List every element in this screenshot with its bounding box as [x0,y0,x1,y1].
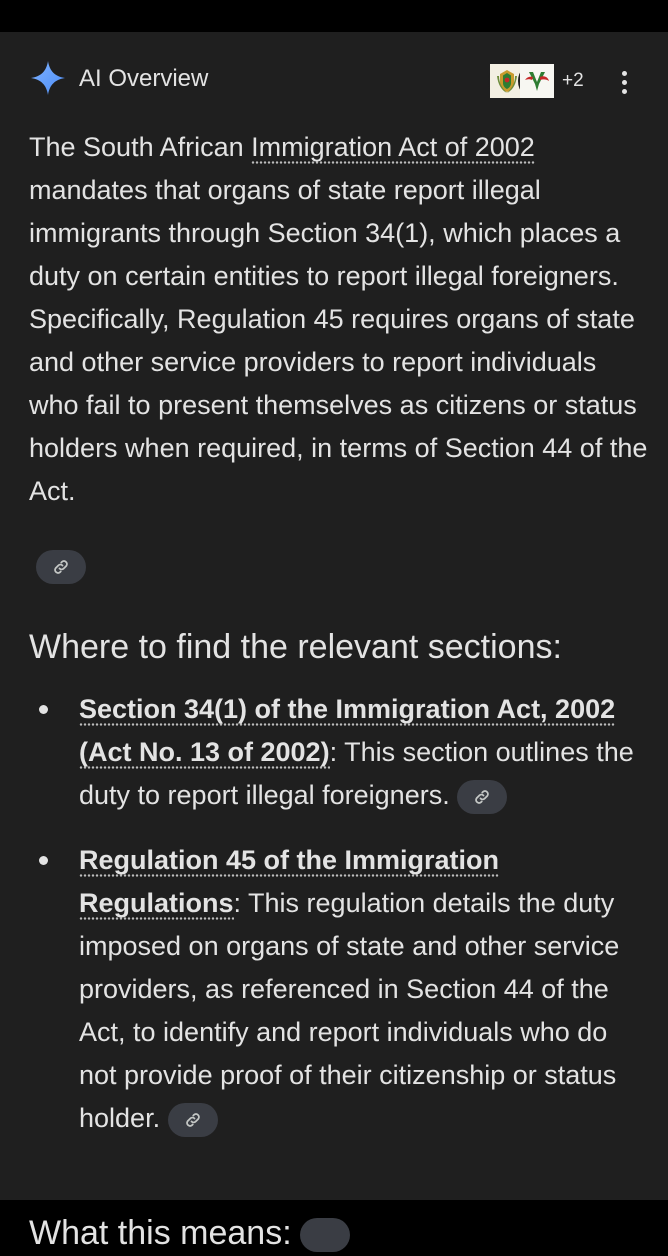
more-vert-icon [622,71,627,76]
bullet-dot [39,705,48,714]
party-logo-icon [518,62,556,100]
ai-overview-header [0,32,668,128]
source-link-button[interactable] [457,780,507,814]
intro-lead: The South African [29,132,252,162]
link-icon [473,788,491,806]
regulation-45-link[interactable]: Regulation 45 of the Immigration Regulations [79,845,500,918]
bullet-text: : This section outlines the duty to report illegal foreigners. [79,737,634,810]
list-item [0,839,639,1140]
ai-overview-card [0,32,668,1252]
what-this-means-heading [29,1210,350,1256]
source-link-button[interactable] [300,1218,350,1252]
next-heading-text: What this means: [29,1214,292,1252]
sections-heading: Where to find the relevant sections: [29,628,562,666]
source-link-button[interactable] [36,550,86,584]
more-sources-count: +2 [562,70,584,91]
more-vert-icon-dot [622,89,627,94]
gemini-sparkle-icon [30,60,66,96]
sources-button[interactable] [488,62,584,100]
immigration-act-link[interactable]: Immigration Act of 2002 [251,132,535,162]
intro-body: mandates that organs of state report illegal immigrants through Section 34(1), which places a duty on certain entities to report illegal foreigners. Specifically, Regulation 45 requires organs of state and other service providers to report individuals who fail to present themselves as citizens or status holders when required, in terms of Section 44 of the Act. [29,175,648,506]
intro-source-row [36,550,86,584]
section-34-link[interactable]: Section 34(1) of the Immigration Act, 2002 (Act No. 13 of 2002) [79,694,616,767]
more-vert-icon-dot [622,80,627,85]
sections-list [0,688,668,1140]
overview-paragraph [29,126,649,513]
ai-overview-title: AI Overview [79,65,209,92]
bullet-dot [39,856,48,865]
source-link-button[interactable] [168,1103,218,1137]
top-status-strip [0,0,668,32]
bullet-text: : This regulation details the duty imposed on organs of state and other service providers, as referenced in Section 44 of the Act, to identify and report individuals who do not provide proof of their citizenship or status holder. [79,888,620,1133]
link-icon [52,558,70,576]
more-options-button[interactable] [610,66,638,98]
list-item [0,688,639,817]
link-icon [184,1111,202,1129]
